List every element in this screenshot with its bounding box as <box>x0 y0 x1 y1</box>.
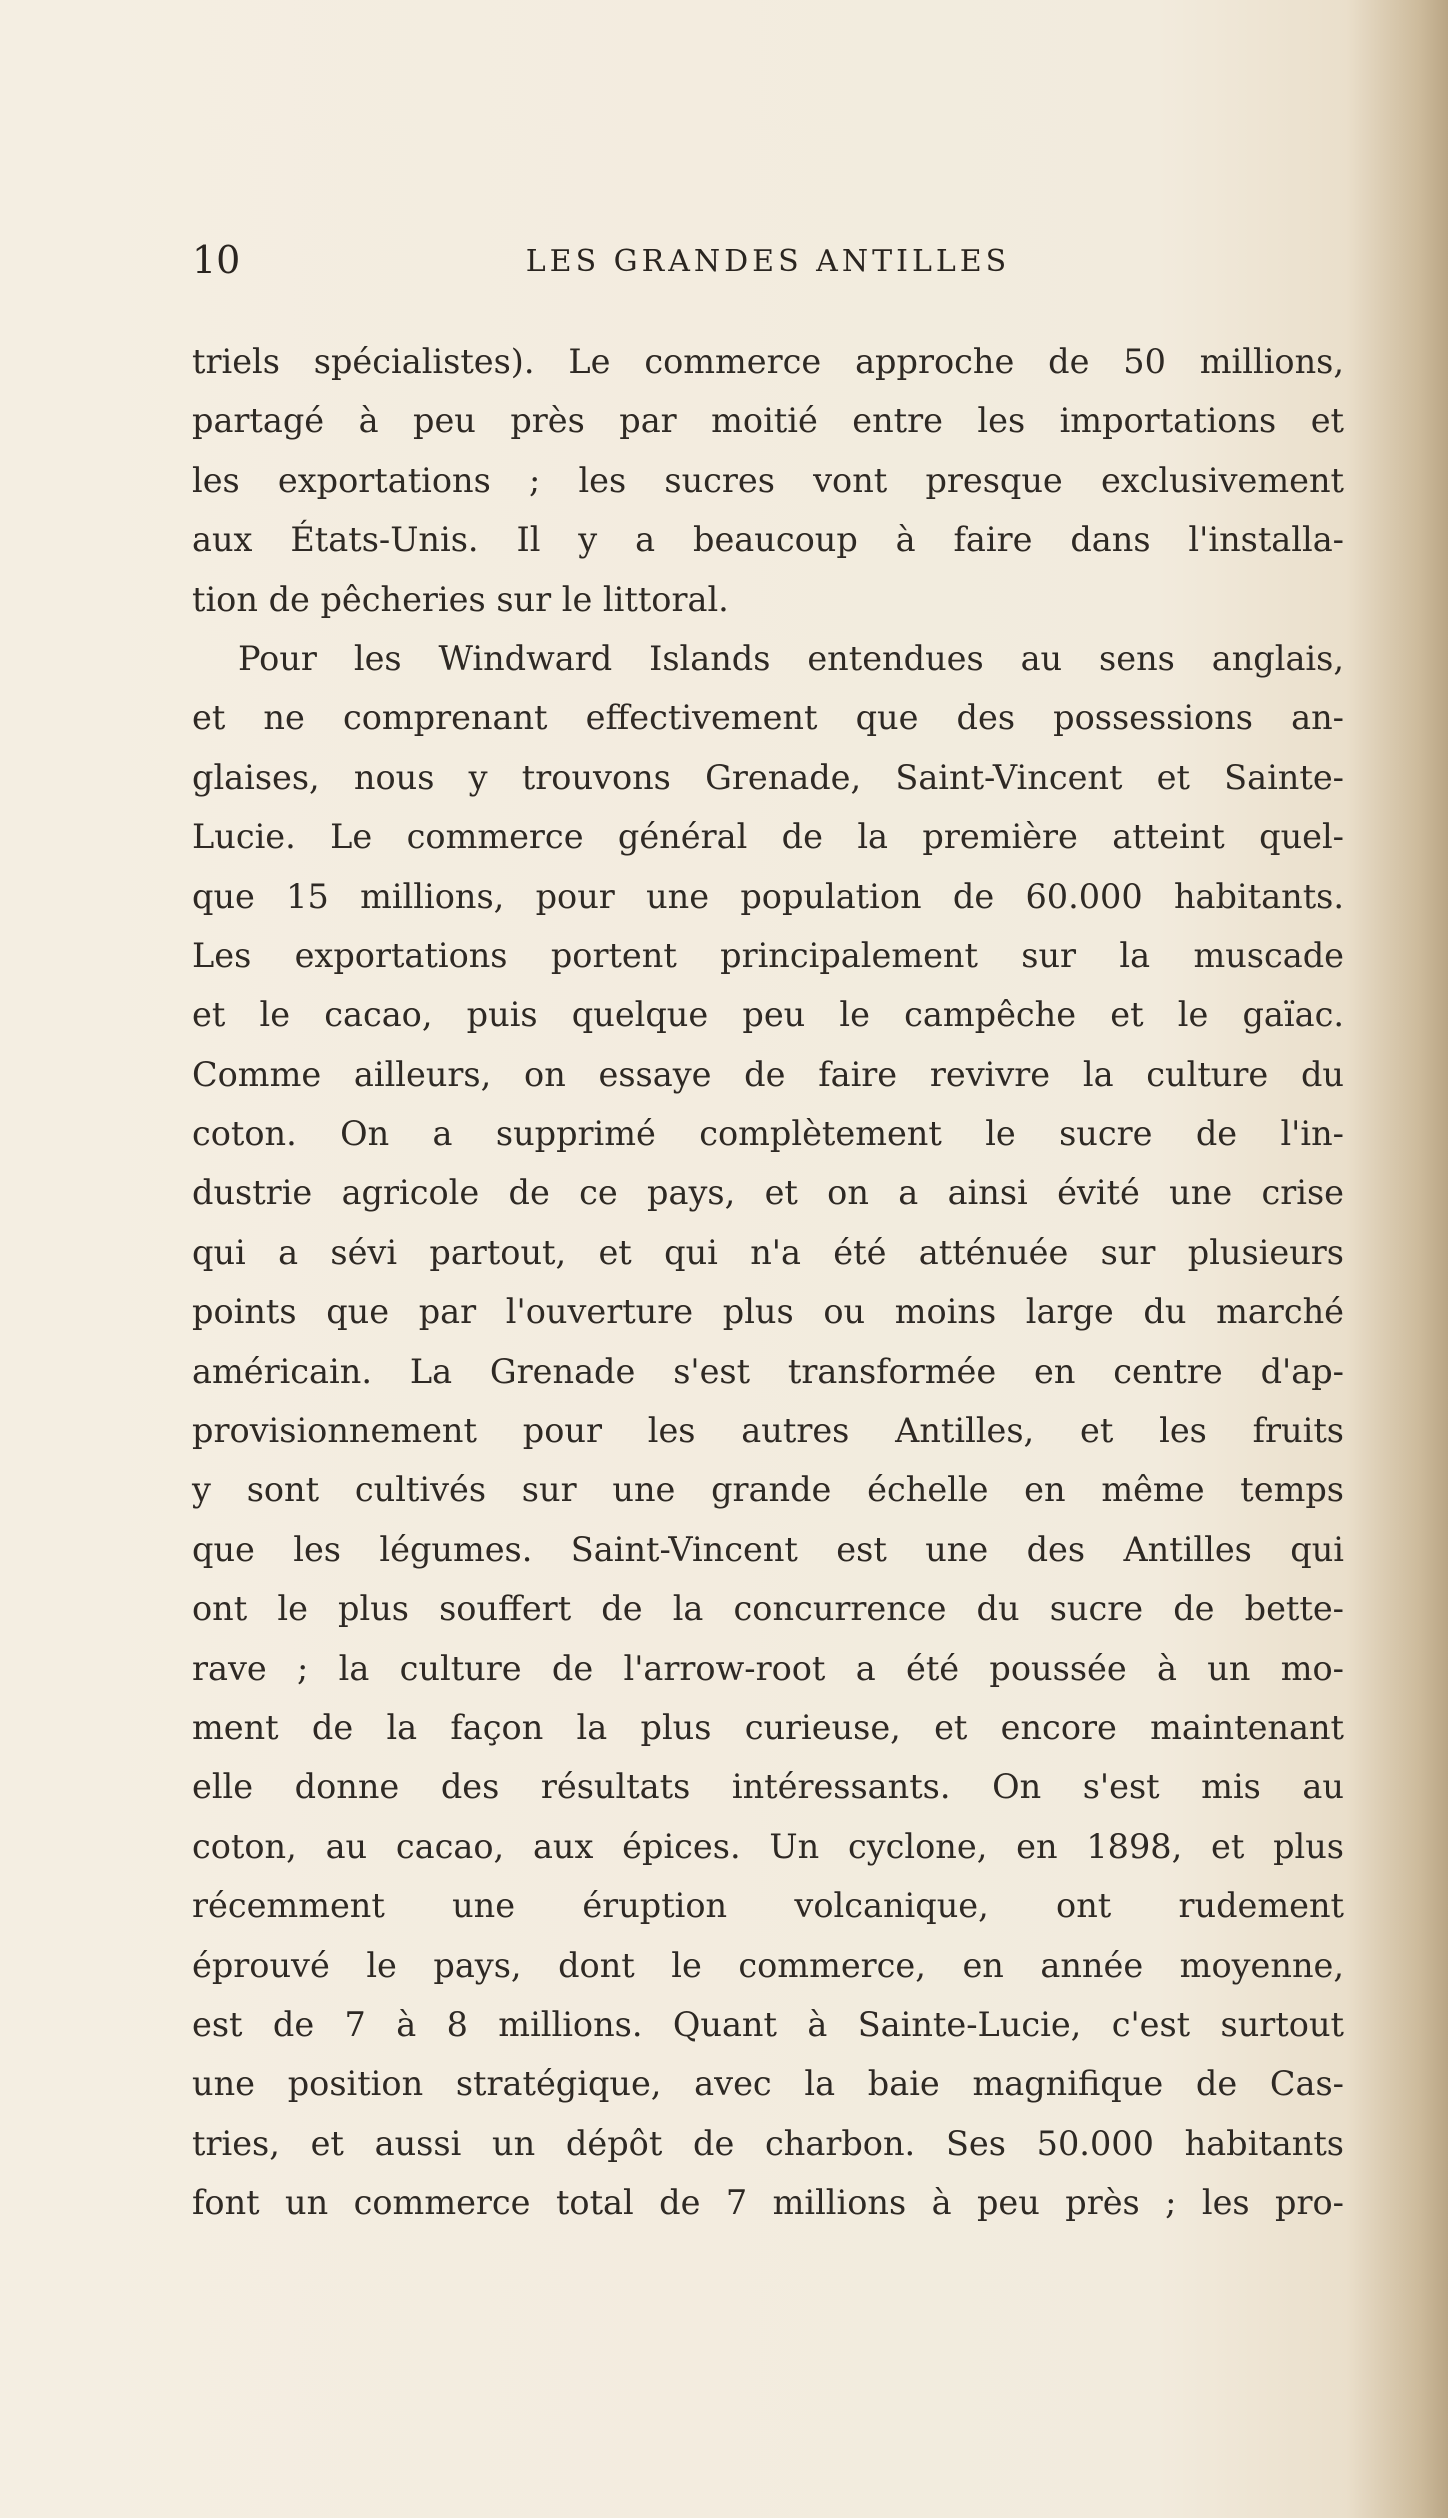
text-line: font un commerce total de 7 millions à peu près ; les pro- <box>192 2183 1344 2223</box>
text-line: Comme ailleurs, on essaye de faire revivre la culture du <box>192 1054 1344 1094</box>
text-line: est de 7 à 8 millions. Quant à Sainte-Lucie, c'est surtout <box>192 2004 1344 2044</box>
text-line: les exportations ; les sucres vont presque exclusivement <box>192 460 1344 500</box>
text-line: récemment une éruption volcanique, ont rudement <box>192 1886 1344 1926</box>
body-text <box>192 332 1344 2233</box>
text-line: qui a sévi partout, et qui n'a été atténuée sur plusieurs <box>192 1232 1344 1272</box>
text-line: et ne comprenant effectivement que des possessions an- <box>192 698 1344 738</box>
text-line: que les légumes. Saint-Vincent est une des Antilles qui <box>192 1529 1344 1569</box>
text-line: aux États-Unis. Il y a beaucoup à faire dans l'installa- <box>192 520 1344 560</box>
text-line: dustrie agricole de ce pays, et on a ainsi évité une crise <box>192 1173 1344 1213</box>
text-line: américain. La Grenade s'est transformée en centre d'ap- <box>192 1351 1344 1391</box>
text-line: ont le plus souffert de la concurrence du sucre de bette- <box>192 1589 1344 1629</box>
running-head <box>192 238 1344 288</box>
text-line: rave ; la culture de l'arrow-root a été poussée à un mo- <box>192 1648 1344 1688</box>
text-line: points que par l'ouverture plus ou moins large du marché <box>192 1292 1344 1332</box>
text-line: ment de la façon la plus curieuse, et encore maintenant <box>192 1707 1344 1747</box>
text-line: que 15 millions, pour une population de 60.000 habitants. <box>192 876 1344 916</box>
text-line: Lucie. Le commerce général de la première atteint quel- <box>192 817 1344 857</box>
text-line: partagé à peu près par moitié entre les importations et <box>192 401 1344 441</box>
text-line: et le cacao, puis quelque peu le campêche et le gaïac. <box>192 995 1344 1035</box>
text-line: coton. On a supprimé complètement le sucre de l'in- <box>192 1114 1344 1154</box>
text-line: Les exportations portent principalement sur la muscade <box>192 935 1344 975</box>
text-line: provisionnement pour les autres Antilles, et les fruits <box>192 1411 1344 1451</box>
text-line: elle donne des résultats intéressants. On s'est mis au <box>192 1767 1344 1807</box>
text-line: triels spécialistes). Le commerce approche de 50 millions, <box>192 342 1344 381</box>
text-line: coton, au cacao, aux épices. Un cyclone, en 1898, et plus <box>192 1826 1344 1866</box>
paragraph-start-line: Pour les Windward Islands entendues au sens anglais, <box>238 638 1344 678</box>
text-line: glaises, nous y trouvons Grenade, Saint-Vincent et Sainte- <box>192 757 1344 797</box>
text-line: éprouvé le pays, dont le commerce, en année moyenne, <box>192 1945 1344 1985</box>
text-line: y sont cultivés sur une grande échelle en même temps <box>192 1470 1344 1510</box>
text-line: tion de pêcheries sur le littoral. <box>192 579 729 619</box>
text-line: tries, et aussi un dépôt de charbon. Ses 50.000 habitants <box>192 2123 1344 2163</box>
running-title: LES GRANDES ANTILLES <box>525 244 1011 279</box>
page-number: 10 <box>192 238 241 282</box>
text-line: une position stratégique, avec la baie magnifique de Cas- <box>192 2064 1344 2104</box>
